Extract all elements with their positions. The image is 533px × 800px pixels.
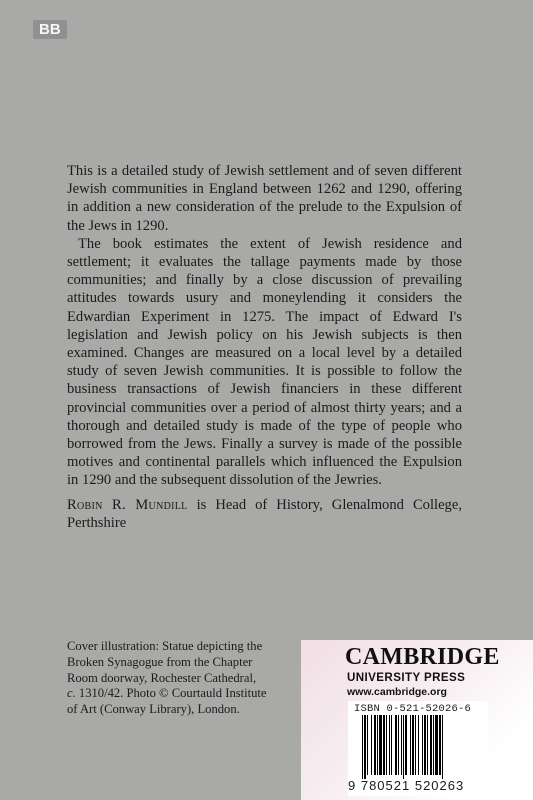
author-bio [67,496,462,532]
barcode-bar [374,715,376,775]
barcode-bar [433,715,434,775]
barcode-bar [379,715,382,775]
publisher-logo-press: UNIVERSITY PRESS [347,671,466,684]
barcode-block [348,701,488,796]
barcode-bar [383,715,385,775]
barcode-bar [439,715,441,775]
barcode-bar [412,715,414,775]
credit-circa: c. [67,686,76,701]
barcode-bar [391,715,392,775]
isbn-label: ISBN 0-521-52026-6 [354,703,472,715]
blurb-paragraph-1: This is a detailed study of Jewish settlement and of seven different Jewish communities in England between 1262 and 1290, offering in addition a new consideration of the prelude to the Expulsion of the Jews in 1290. [67,163,462,234]
publisher-panel [301,640,533,800]
barcode-bar [364,715,366,779]
author-description: is Head of History, Glenalmond College, Perthshire [67,496,462,531]
publisher-url[interactable]: www.cambridge.org [347,686,447,698]
barcode-bar [386,715,387,775]
barcode-bar [377,715,378,775]
barcode-bar [405,715,407,775]
barcode-bar [422,715,423,775]
barcode-bar [435,715,438,775]
publisher-logo-name: CAMBRIDGE [345,644,500,670]
author-name: Robin R. Mundill [67,496,188,513]
cover-illustration-credit [67,639,267,718]
barcode-bar [415,715,416,775]
blurb-paragraph-2: The book estimates the extent of Jewish residence and settlement; it evaluates the tallage payments made by those communities; and finally by a close discussion of prevailing attitudes towards usury and moneylending it considers the Edwardian Experiment in 1275. The impact of Edward I's legislation and Jewish policy on his Jewish subjects is then examined. Changes are measured on a local level by a detailed study of seven Jewish communities. It is possible to follow the business transactions of Jewish financiers in these different provincial communities over a period of almost thirty years; and a thorough and detailed study is made of the type of people who borrowed from the Jews. Finally a survey is made of the possible motives and continental parallels which influenced the Expulsion in 1290 and the subsequent dissolution of the Jewries. [67,235,462,489]
barcode-bar [410,715,411,775]
barcode-bars [348,715,488,779]
barcode-digits: 9 780521 520263 [348,778,465,793]
barcode-bar [395,715,397,775]
credit-text-part-1: Cover illustration: Statue depicting the Broken Synagogue from the Chapter Room doorway, Rochester Cathedral, [67,639,263,685]
barcode-bar [362,715,363,779]
barcode-bar [389,715,390,775]
barcode-bar [367,715,368,775]
watermark-badge: BB [33,20,67,39]
barcode-bar [398,715,399,775]
barcode-bar [401,715,402,775]
credit-text-part-2: 1310/42. Photo © Courtauld Institute of Art (Conway Library), London. [67,686,267,717]
back-cover-blurb [67,162,462,532]
barcode-bar [427,715,428,775]
barcode-bar [430,715,432,775]
barcode-bar [442,715,443,779]
barcode-bar [371,715,372,775]
barcode-bar [418,715,419,775]
barcode-bar [424,715,426,775]
barcode-bar [403,715,404,779]
